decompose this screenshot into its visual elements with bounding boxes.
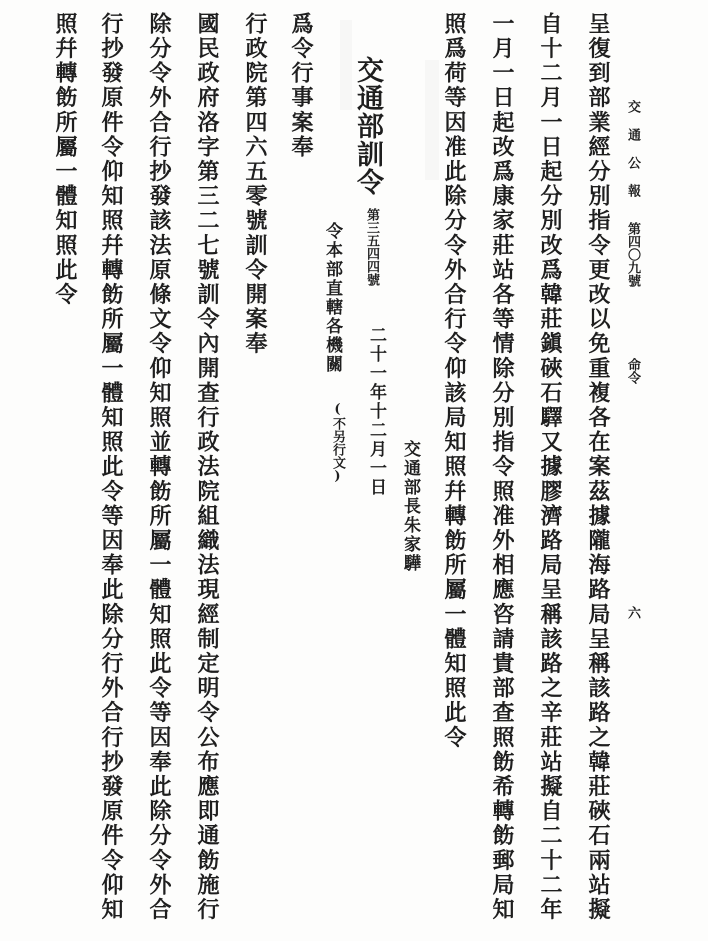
body-line: 自十二月一日起分別改爲韓莊鎭硤石驛又據膠濟路局呈稱該路之辛莊站擬自二十二年 [537, 12, 563, 923]
order-line: 國民政府洛字第三二七號訓令內開查行政法院組織法現經制定明令公布應即通飭施行 [194, 12, 220, 923]
header-issue: 第四〇九號 [625, 222, 640, 287]
header-page-number: 六 [625, 606, 640, 619]
order-line: 行政院第四六五零號訓令開案奉 [242, 12, 268, 357]
show-through-mark [340, 20, 352, 110]
show-through-mark [425, 60, 439, 180]
order-recipient: 令本部直轄各機關 [322, 222, 342, 374]
order-line: 除分令外合行抄發該法原條文令仰知照並轉飭所屬一體知照此令等因奉此除分令外合 [146, 12, 172, 923]
header-section: 命令 [625, 358, 640, 384]
order-line: 行抄發原件令仰知照幷轉飭所屬一體知照此令等因奉此除分行外合行抄發原件令仰知 [98, 12, 124, 923]
order-date: 二十一年十二月一日 [366, 326, 386, 497]
order-note: (不另行文) [330, 402, 345, 484]
body-line: 照爲荷等因准此除分令外合行令仰該局知照幷轉飭所屬一體知照此令 [441, 12, 467, 750]
order-number: 第三五四四號 [364, 208, 379, 286]
body-line: 呈復到部業經分別指令更改以免重複各在案茲據隴海路局呈稱該路之韓莊硤石兩站擬 [585, 12, 611, 923]
header-publication: 交 通 公 報 [625, 100, 640, 197]
order-line: 照幷轉飭所屬一體知照此令 [52, 12, 78, 308]
signature: 交通部長朱家驊 [400, 440, 420, 573]
body-line: 一月一日起改爲康家莊站各等情除分別指令照准外相應咨請貴部查照飭希轉飭郵局知 [489, 12, 515, 923]
order-line: 爲令行事案奉 [288, 12, 314, 160]
order-title: 交通部訓令 [352, 56, 383, 196]
